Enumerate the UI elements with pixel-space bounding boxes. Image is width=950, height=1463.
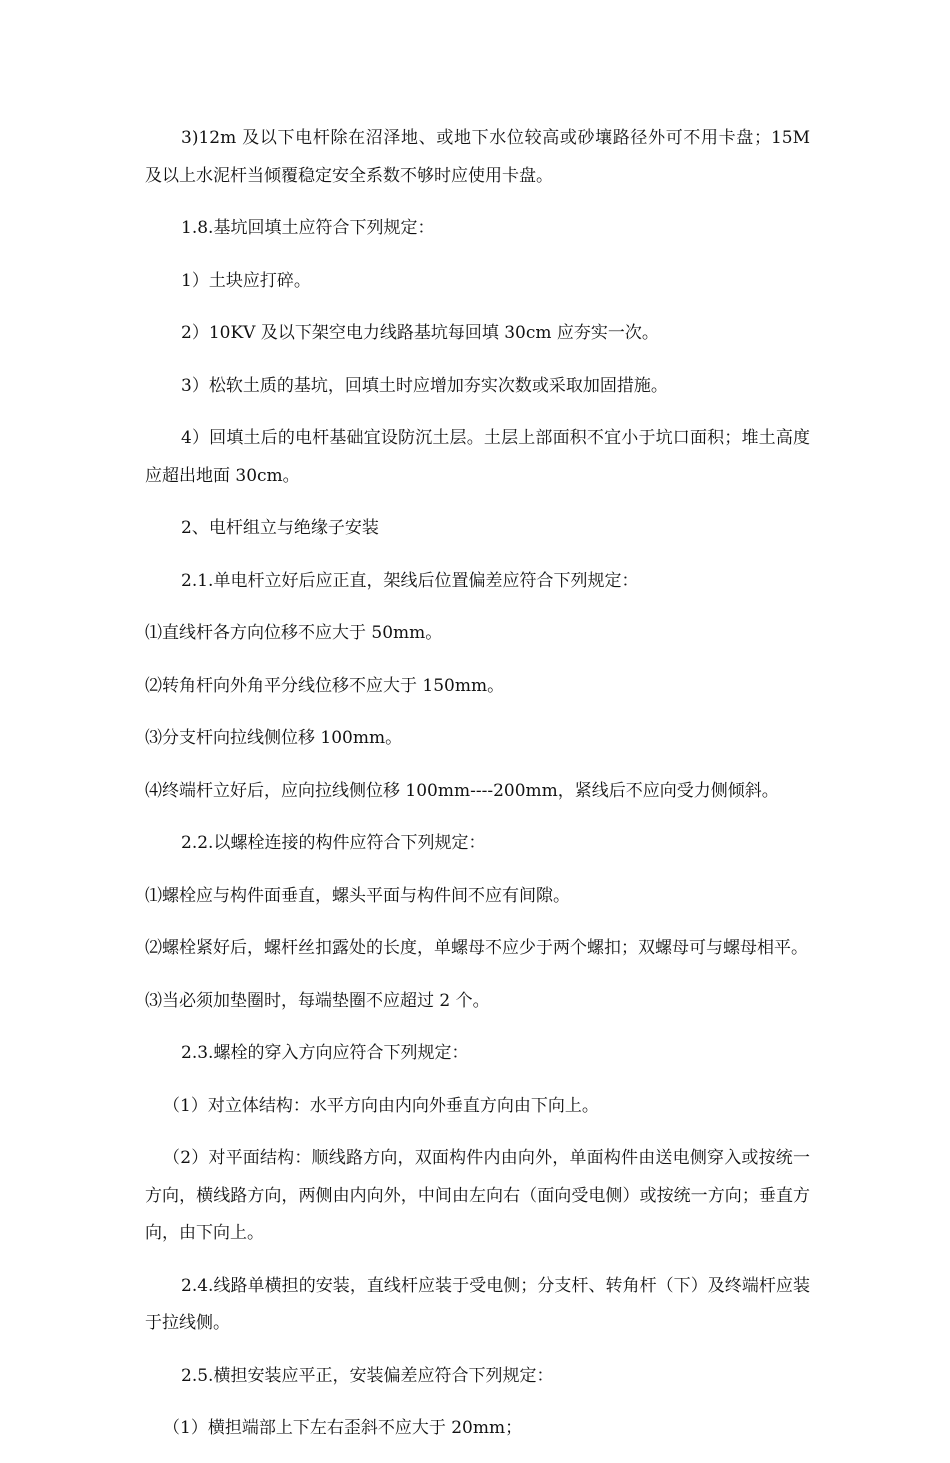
heading-2-3-bolt-direction: 2.3.螺栓的穿入方向应符合下列规定：	[181, 1043, 469, 1063]
list-item-bolt-perpendicular: ⑴螺栓应与构件面垂直，螺头平面与构件间不应有间隙。	[145, 885, 570, 906]
list-item-terminal-pole: ⑷终端杆立好后，应向拉线侧位移 100mm----200mm，紧线后不应向受力侧倾斜。	[145, 780, 779, 801]
list-item-1-soil-crushed: 1）土块应打碎。	[181, 270, 311, 291]
document-body	[145, 120, 810, 1463]
list-item-bolt-thread-length: ⑵螺栓紧好后，螺杆丝扣露处的长度，单螺母不应少于两个螺扣；双螺母可与螺母相平。	[145, 938, 808, 958]
list-item-straight-pole: ⑴直线杆各方向位移不应大于 50mm。	[145, 623, 443, 643]
list-item-2-tamping: 2）10KV 及以下架空电力线路基坑每回填 30cm 应夯实一次。	[181, 323, 659, 343]
paragraph-pole-chuck-plate: 3)12m 及以下电杆除在沼泽地、或地下水位较高或砂壤路径外可不用卡盘；15M 及以上水泥杆当倾覆稳定安全系数不够时应使用卡盘。	[145, 128, 810, 186]
list-item-branch-pole: ⑶分支杆向拉线侧位移 100mm。	[145, 728, 403, 748]
heading-2-2-bolted-members: 2.2.以螺栓连接的构件应符合下列规定：	[181, 833, 486, 853]
heading-2-1-single-pole: 2.1.单电杆立好后应正直，架线后位置偏差应符合下列规定：	[181, 570, 639, 591]
paragraph-2-4-crossarm-side: 2.4.线路单横担的安装，直线杆应装于受电侧；分支杆、转角杆（下）及终端杆应装于拉线侧。	[145, 1275, 810, 1333]
heading-1-8-backfill: 1.8.基坑回填土应符合下列规定：	[181, 218, 435, 238]
list-item-4-anti-settlement: 4）回填土后的电杆基础宜设防沉土层。土层上部面积不宜小于坑口面积；堆土高度应超出地面 30cm。	[145, 428, 810, 486]
section-heading-2-pole-erection: 2、电杆组立与绝缘子安装	[181, 518, 379, 538]
list-item-3-soft-soil: 3）松软土质的基坑，回填土时应增加夯实次数或采取加固措施。	[181, 375, 668, 396]
heading-2-5-crossarm-level: 2.5.横担安装应平正，安装偏差应符合下列规定：	[181, 1365, 554, 1386]
list-item-washer-count: ⑶当必须加垫圈时，每端垫圈不应超过 2 个。	[145, 990, 490, 1011]
list-item-crossarm-skew: （1）横担端部上下左右歪斜不应大于 20mm；	[163, 1418, 523, 1438]
list-item-angle-pole: ⑵转角杆向外角平分线位移不应大于 150mm。	[145, 675, 505, 696]
list-item-3d-structure: （1）对立体结构：水平方向由内向外垂直方向由下向上。	[163, 1095, 599, 1116]
list-item-plane-structure: （2）对平面结构：顺线路方向，双面构件内由向外，单面构件由送电侧穿入或按统一方向，横线路方向，两侧由内向外，中间由左向右（面向受电侧）或按统一方向；垂直方向，由下向上。	[145, 1148, 810, 1243]
